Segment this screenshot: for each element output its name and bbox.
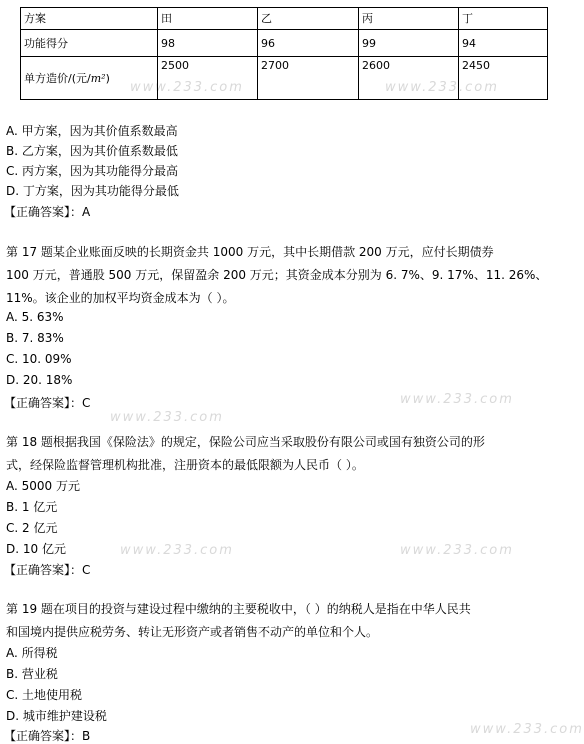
- option-line: A. 5000 万元: [6, 479, 80, 493]
- price-unit: m²: [90, 72, 106, 85]
- option-line: B. 7. 83%: [6, 331, 64, 345]
- table-cell: 2600: [359, 57, 459, 100]
- table-cell: 94: [459, 30, 548, 57]
- option-line: B. 营业税: [6, 667, 58, 681]
- watermark: www.233.com: [470, 722, 584, 737]
- table-cell: 丁: [459, 8, 548, 30]
- scheme-comparison-table: [20, 7, 548, 100]
- option-line: D. 10 亿元: [6, 542, 66, 556]
- option-line: C. 2 亿元: [6, 521, 58, 535]
- watermark: www.233.com: [130, 80, 244, 95]
- table-cell: 96: [258, 30, 359, 57]
- option-line: D. 丁方案，因为其功能得分最低: [6, 184, 179, 198]
- watermark: www.233.com: [110, 410, 224, 425]
- table-cell: 功能得分: [21, 30, 158, 57]
- table-header-row: [21, 8, 548, 30]
- option-line: A. 5. 63%: [6, 310, 64, 324]
- table-cell: 98: [158, 30, 258, 57]
- question-stem-line: 11%。该企业的加权平均资金成本为（ ）。: [6, 291, 235, 305]
- watermark: www.233.com: [120, 543, 234, 558]
- table-cell: [21, 57, 158, 100]
- correct-answer: 【正确答案】：B: [4, 729, 91, 743]
- option-line: A. 所得税: [6, 646, 58, 660]
- price-label-close: ): [105, 72, 110, 85]
- table-cell: 2700: [258, 57, 359, 100]
- option-line: C. 土地使用税: [6, 688, 83, 702]
- option-line: D. 20. 18%: [6, 373, 73, 387]
- option-line: C. 丙方案，因为其功能得分最高: [6, 164, 179, 178]
- table-row: [21, 30, 548, 57]
- table-row: [21, 57, 548, 100]
- watermark: www.233.com: [400, 392, 514, 407]
- table-cell: 2450: [459, 57, 548, 100]
- table-cell: 方案: [21, 8, 158, 30]
- question-stem-line: 第 17 题某企业账面反映的长期资金共 1000 万元，其中长期借款 200 万元，应付长期债券: [6, 245, 494, 259]
- price-label: 单方造价/(元/: [24, 72, 91, 85]
- watermark: www.233.com: [385, 80, 499, 95]
- option-line: D. 城市维护建设税: [6, 709, 107, 723]
- question-stem-line: 式，经保险监督管理机构批准，注册资本的最低限额为人民币（ ）。: [6, 458, 364, 472]
- correct-answer: 【正确答案】：A: [4, 205, 91, 219]
- watermark: www.233.com: [400, 543, 514, 558]
- question-stem-line: 第 19 题在项目的投资与建设过程中缴纳的主要税收中，（ ）的纳税人是指在中华人民共: [6, 602, 471, 616]
- option-line: B. 1 亿元: [6, 500, 58, 514]
- question-stem-line: 100 万元，普通股 500 万元，保留盈余 200 万元；其资金成本分别为 6. 7%、9. 17%、11. 26%、: [6, 268, 548, 282]
- option-line: A. 甲方案，因为其价值系数最高: [6, 124, 178, 138]
- table-cell: 2500: [158, 57, 258, 100]
- correct-answer: 【正确答案】：C: [4, 563, 91, 577]
- table-cell: 田: [158, 8, 258, 30]
- table-cell: 丙: [359, 8, 459, 30]
- question-stem-line: 第 18 题根据我国《保险法》的规定，保险公司应当采取股份有限公司或国有独资公司的形: [6, 435, 485, 449]
- table-cell: 99: [359, 30, 459, 57]
- option-line: C. 10. 09%: [6, 352, 72, 366]
- question-stem-line: 和国境内提供应税劳务、转让无形资产或者销售不动产的单位和个人。: [6, 625, 379, 639]
- option-line: B. 乙方案，因为其价值系数最低: [6, 144, 178, 158]
- correct-answer: 【正确答案】：C: [4, 396, 91, 410]
- table-cell: 乙: [258, 8, 359, 30]
